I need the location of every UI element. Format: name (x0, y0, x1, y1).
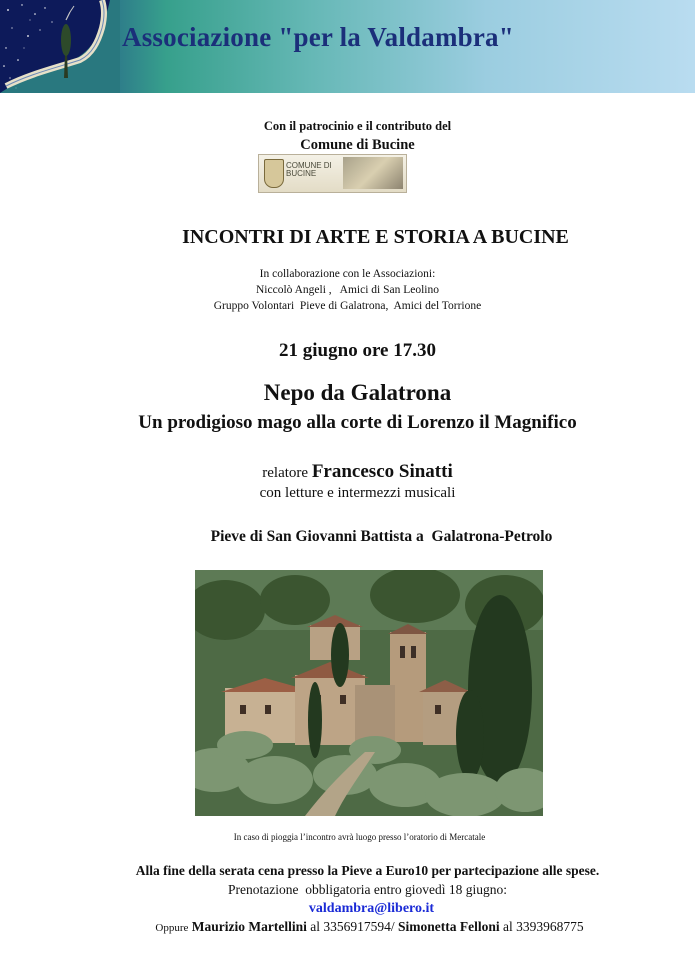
association-logo (0, 0, 120, 93)
contact-1-name: Maurizio Martellini (191, 919, 307, 934)
collab-line-1: Niccolò Angeli , Amici di San Leolino (255, 284, 440, 296)
oppure-label: Oppure (155, 922, 189, 934)
comune-name: Comune di Bucine (300, 137, 415, 153)
dinner-note: Alla fine della serata cena presso la Pieve a Euro10 per partecipazione alle spese. (135, 863, 600, 878)
event-subtitle: Un prodigioso mago alla corte di Lorenzo il Magnifico (138, 412, 577, 433)
venue: Pieve di San Giovanni Battista a Galatrona-Petrolo (210, 528, 553, 545)
readings-line: con letture e intermezzi musicali (259, 485, 456, 501)
collab-line-2: Gruppo Volontari Pieve di Galatrona, Amici del Torrione (213, 300, 482, 312)
series-title: INCONTRI DI ARTE E STORIA A BUCINE (182, 226, 569, 248)
contact-email-link[interactable]: valdambra@libero.it (308, 901, 435, 916)
collab-intro: In collaborazione con le Associazioni: (259, 268, 436, 280)
collaboration-block (0, 266, 695, 314)
comune-logo (258, 154, 407, 193)
comune-logo-text: COMUNE DI BUCINE (286, 161, 332, 178)
pieve-photo (195, 570, 543, 816)
contact-1-phone: al 3356917594/ (310, 919, 395, 934)
rain-note: In caso di pioggia l’incontro avrà luogo presso l’oratorio di Mercatale (233, 832, 486, 842)
speaker-name: Francesco Sinatti (311, 461, 453, 482)
comune-logo-photo (343, 157, 403, 189)
event-date: 21 giugno ore 17.30 (279, 340, 436, 361)
contact-2-phone: al 3393968775 (502, 919, 584, 934)
pieve-photo-image (195, 570, 543, 816)
booking-note: Prenotazione obbligatoria entro giovedì 18 giugno: (228, 882, 507, 897)
speaker-line (10, 461, 695, 483)
contact-phones (22, 919, 695, 935)
header-banner (0, 0, 695, 93)
association-title: Associazione "per la Valdambra" (122, 22, 514, 52)
speaker-prefix: relatore (262, 465, 309, 481)
contact-2-name: Simonetta Felloni (397, 919, 500, 934)
patronage-line: Con il patrocinio e il contributo del (263, 119, 452, 133)
event-title: Nepo da Galatrona (263, 380, 452, 405)
coat-of-arms-icon (264, 159, 284, 188)
